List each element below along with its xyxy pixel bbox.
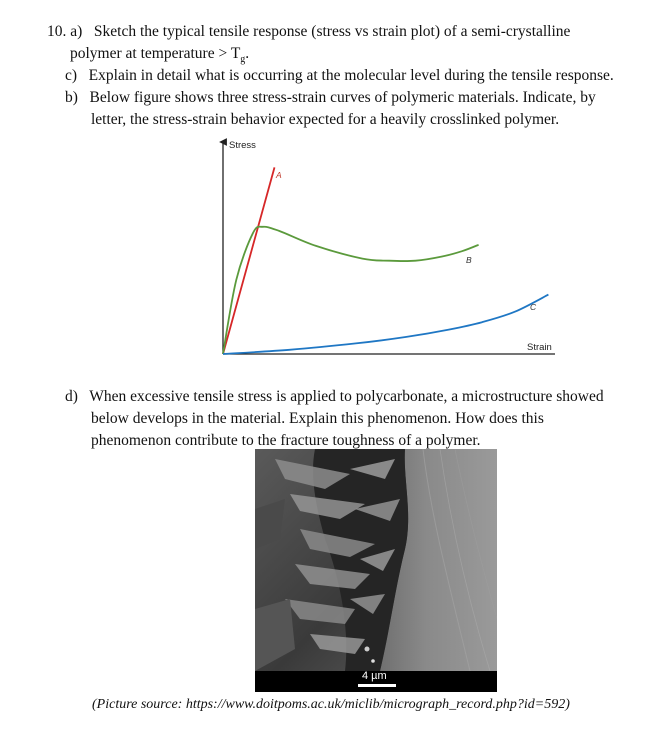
stress-strain-chart	[210, 136, 570, 361]
part-d-label: d)	[65, 388, 78, 405]
curve-label-b: B	[466, 255, 472, 265]
curve-label-c: C	[530, 302, 537, 312]
y-axis-label: Stress	[229, 140, 256, 151]
series-group	[223, 167, 548, 354]
part-d-line3: phenomenon contribute to the fracture toughness of a polymer.	[91, 432, 481, 449]
part-c-text: Explain in detail what is occurring at the molecular level during the tensile response.	[88, 67, 614, 84]
part-a-label: a)	[70, 23, 83, 40]
picture-source-caption: (Picture source: https://www.doitpoms.ac.uk/miclib/micrograph_record.php?id=592)	[92, 697, 570, 712]
curve-a	[223, 167, 275, 354]
part-b-label: b)	[65, 89, 78, 106]
part-a-line2: polymer at temperature > $T_g$.	[70, 45, 250, 66]
curve-label-a: A	[276, 170, 282, 180]
tg-subscript: g	[240, 54, 246, 66]
curve-b	[223, 227, 479, 354]
part-d-line1: When excessive tensile stress is applied to polycarbonate, a microstructure showed	[89, 388, 604, 405]
question-part-b	[65, 88, 596, 108]
part-c-label: c)	[65, 67, 78, 84]
x-axis-label: Strain	[527, 342, 552, 353]
part-b-line1: Below figure shows three stress-strain curves of polymeric materials. Indicate, by	[89, 89, 596, 106]
question-part-c	[65, 66, 614, 86]
question-10-part-a	[47, 22, 570, 42]
sem-micrograph-image	[255, 449, 497, 692]
part-a-line1: Sketch the typical tensile response (stress vs strain plot) of a semi-crystalline	[93, 23, 571, 40]
part-b-line2: letter, the stress-strain behavior expected for a heavily crosslinked polymer.	[91, 111, 560, 128]
curve-c	[223, 295, 548, 354]
scale-bar-label: 4 µm	[362, 670, 387, 682]
question-part-d	[65, 387, 604, 407]
part-d-line2: below develops in the material. Explain this phenomenon. How does this	[91, 410, 544, 427]
question-number: 10.	[47, 23, 67, 40]
